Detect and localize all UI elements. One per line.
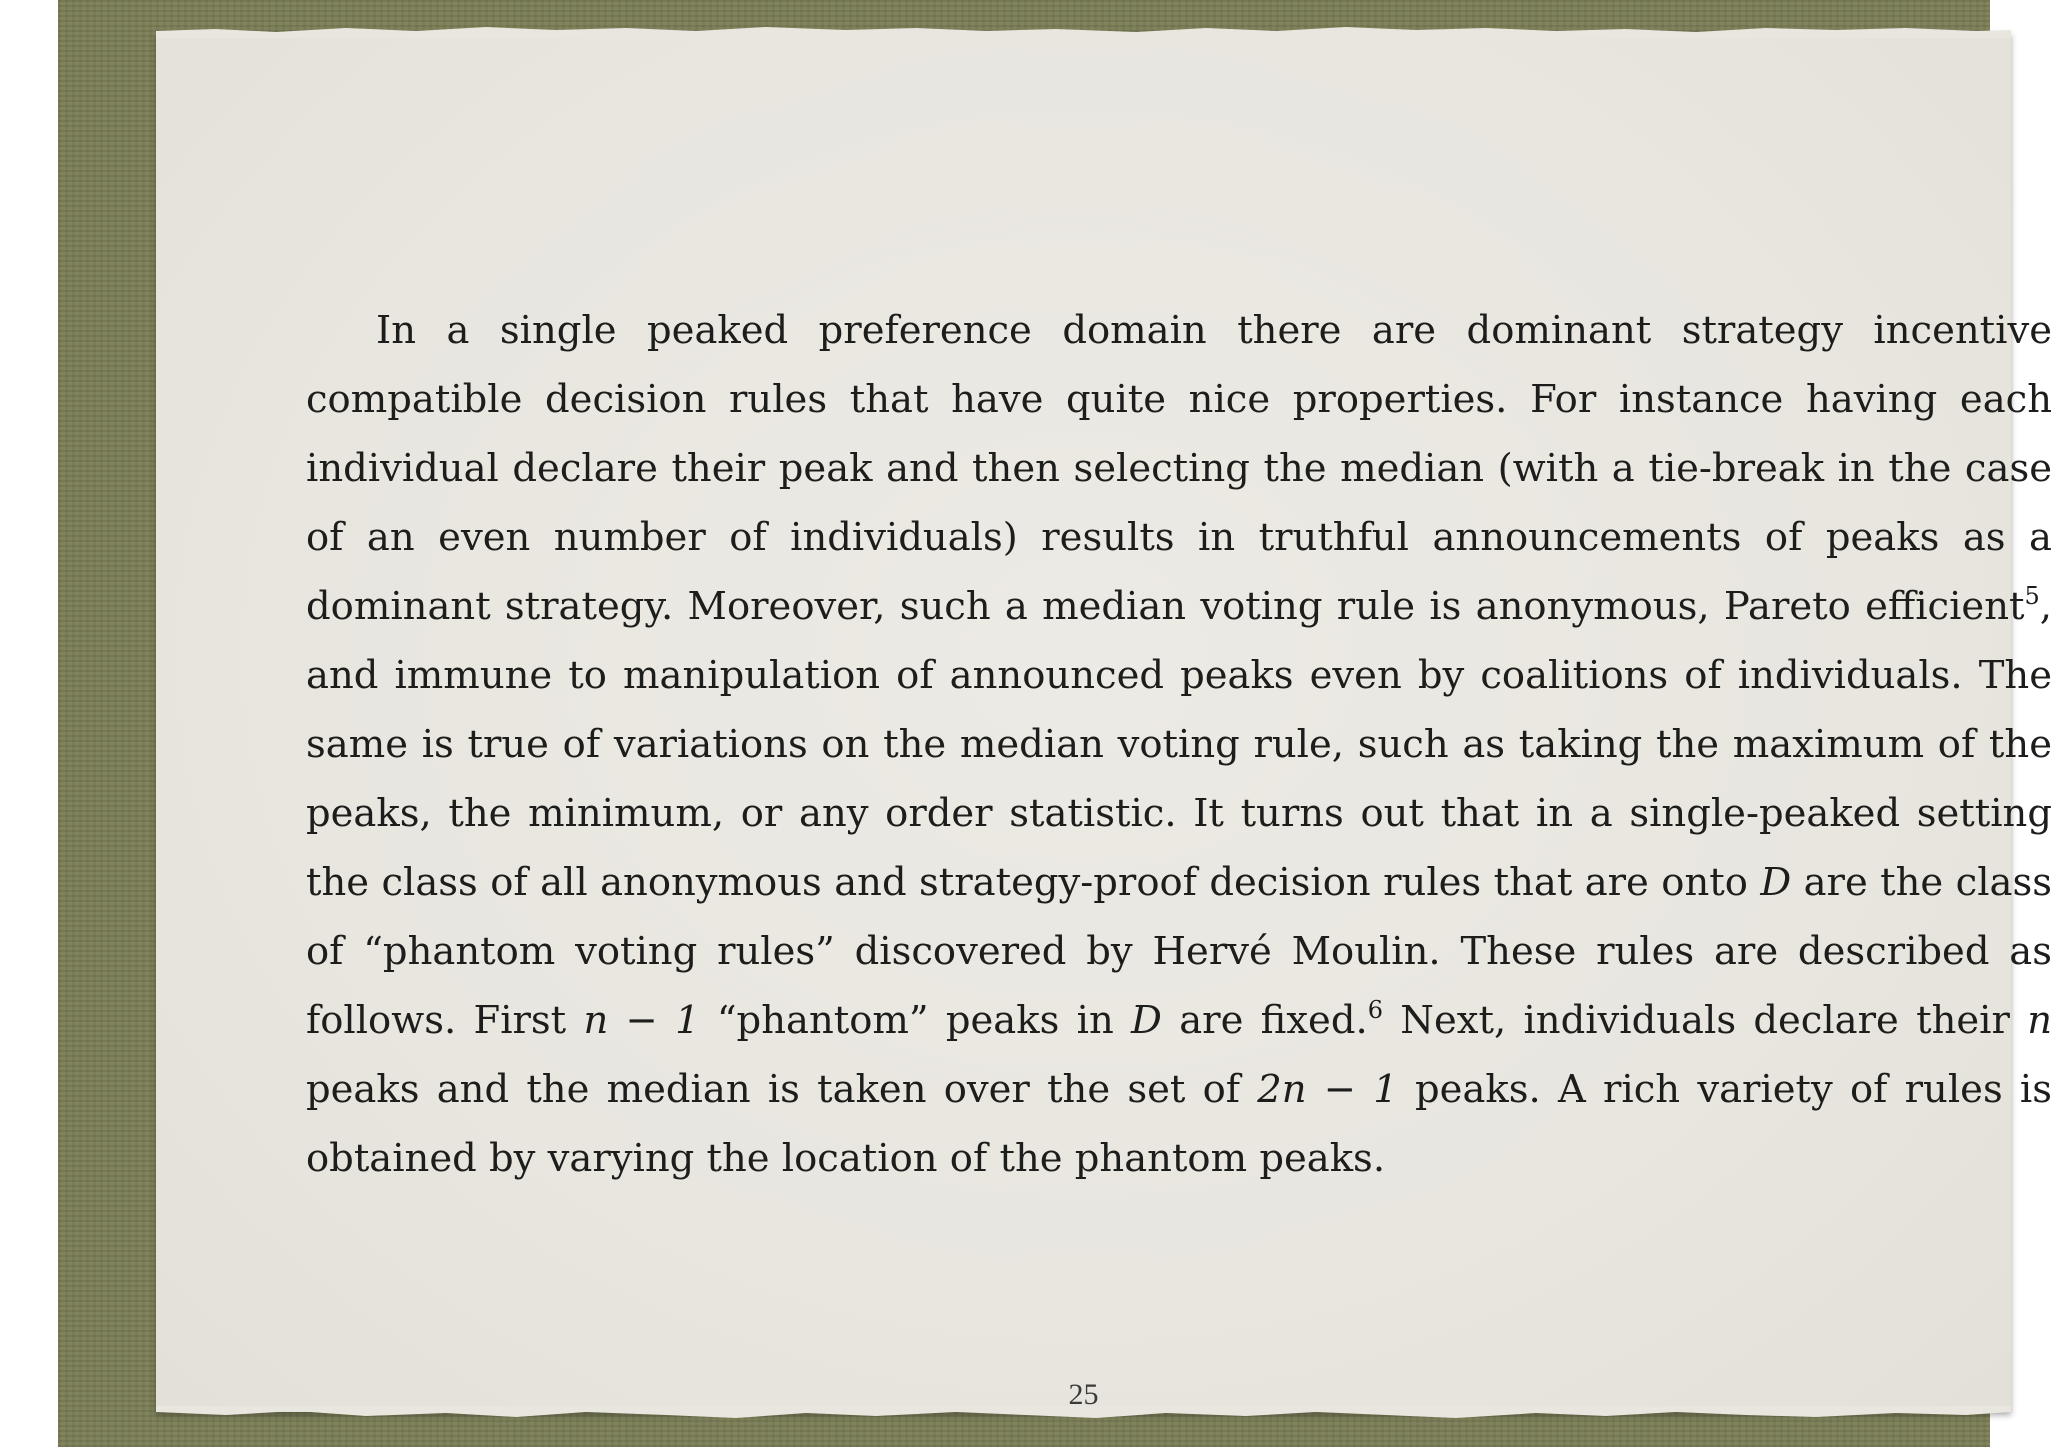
paper-sheet (156, 32, 2052, 1412)
math-variable-n: n (2027, 998, 2052, 1043)
text-segment: are the class of “phantom voting rules” discovered by Hervé Moulin. These rules are described as follows. First (306, 860, 2052, 1043)
text-segment: peaks and the median is taken over the set of (306, 1067, 1258, 1112)
footnote-marker-6: 6 (1367, 996, 1383, 1024)
math-variable-D: D (1131, 998, 1162, 1043)
text-segment: In a single peaked preference domain there are dominant strategy incentive compatible decision rules that have quite nice properties. For instance having each individual declare their peak and then selecting the median (with a tie-break in the case of an even number of individuals) results in truthful announcements of peaks as a dominant strategy. Moreover, such a median voting rule is anonymous, Pareto efficient (306, 308, 2052, 629)
text-segment: Next, individuals declare their (1383, 998, 2028, 1043)
page-number: 25 (1068, 1378, 1099, 1411)
text-segment: , and immune to manipulation of announced peaks even by coalitions of individuals. The same is true of variations on the median voting rule, such as taking the maximum of the peaks, the minimum, or any order statistic. It turns out that in a single-peaked setting the class of all anonymous and strategy-proof decision rules that are onto (306, 584, 2052, 905)
green-backdrop (58, 0, 2052, 1447)
math-expression-n-minus-1: n − 1 (583, 998, 700, 1043)
text-segment: are fixed. (1161, 998, 1368, 1043)
text-segment: “phantom” peaks in (699, 998, 1132, 1043)
math-expression-2n-minus-1: 2n − 1 (1257, 1067, 1398, 1112)
body-paragraph (306, 296, 2052, 1193)
footnote-marker-5: 5 (2024, 582, 2040, 610)
math-variable-D: D (1760, 860, 1792, 905)
text-segment: peaks. A rich variety of rules is obtained by varying the location of the phantom peaks. (306, 1067, 2052, 1181)
torn-top-edge (156, 22, 2011, 38)
